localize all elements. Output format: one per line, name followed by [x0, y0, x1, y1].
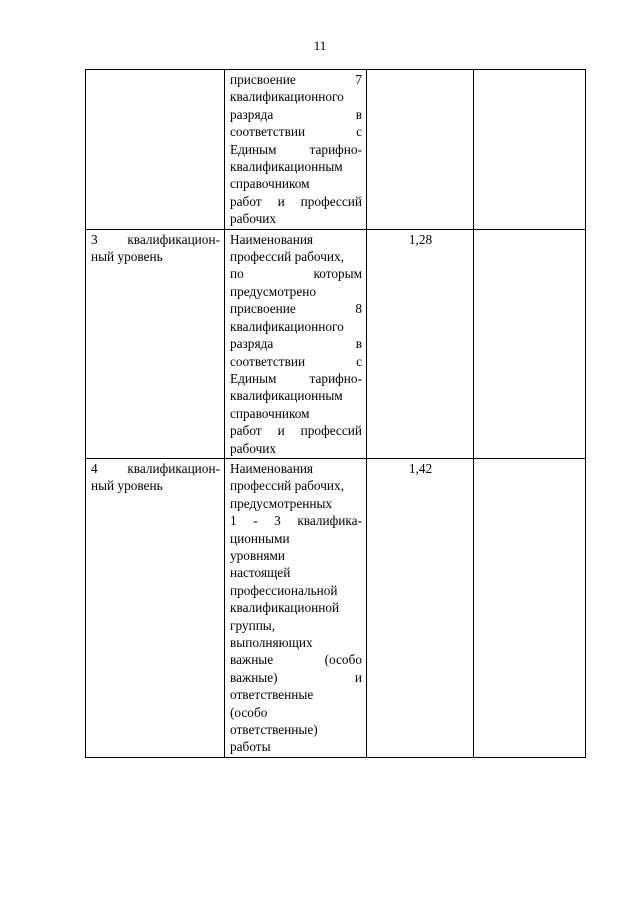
text-line [230, 141, 362, 158]
text-word: квалификацион- [127, 231, 220, 247]
text-line [230, 512, 362, 529]
text-word: работ [230, 193, 262, 209]
text-line: профессий рабочих, [230, 478, 345, 494]
text-line [230, 123, 362, 140]
text-line [230, 335, 362, 352]
text-word: по [230, 266, 244, 282]
text-line: предусмотрено [230, 283, 316, 299]
text-line [230, 71, 362, 88]
text-word: в [355, 106, 362, 122]
qualification-level-cell [86, 70, 225, 230]
text-line: работы [230, 739, 271, 755]
text-line: Наименования [230, 460, 314, 476]
text-word: присвоение [230, 301, 296, 317]
text-word: 1 [230, 513, 237, 529]
extra-cell [474, 229, 586, 458]
text-line [230, 193, 362, 210]
text-word: - [253, 513, 258, 529]
text-line: справочником [230, 405, 310, 421]
table-row [86, 70, 586, 230]
text-word: присвоение [230, 72, 296, 87]
profession-description-cell [225, 70, 367, 230]
text-line [91, 231, 220, 248]
text-line: справочником [230, 176, 310, 192]
coefficient-cell: 1,28 [367, 229, 474, 458]
text-line [230, 651, 362, 668]
table-row [86, 458, 586, 757]
text-word: разряда [230, 106, 274, 122]
table-body [86, 70, 586, 758]
text-word: с [356, 353, 362, 369]
profession-description-cell [225, 229, 367, 458]
text-line [91, 460, 220, 477]
text-line: квалификационным [230, 159, 343, 175]
qualification-level-cell [86, 458, 225, 757]
text-line: ответственные) [230, 722, 318, 738]
text-line: квалификационным [230, 388, 343, 404]
text-line [230, 265, 362, 282]
text-line: предусмотренных [230, 495, 333, 511]
text-word: 3 [91, 231, 98, 247]
text-line: рабочих [230, 211, 277, 227]
text-word: которым [313, 266, 362, 282]
text-line: рабочих [230, 440, 277, 456]
text-line [230, 353, 362, 370]
text-word: и [354, 669, 362, 685]
text-word: 7 [355, 72, 362, 87]
text-line: ный уровень [91, 478, 163, 494]
profession-description-cell [225, 458, 367, 757]
qualification-level-cell [86, 229, 225, 458]
text-line [230, 422, 362, 439]
text-line: Наименования [230, 231, 314, 247]
text-line: ответственные [230, 687, 314, 703]
text-word: важные [230, 652, 274, 668]
text-line [230, 370, 362, 387]
text-word: Единым [230, 370, 277, 386]
table-row [86, 229, 586, 458]
text-line: квалификационного [230, 318, 344, 334]
coefficient-cell [367, 70, 474, 230]
text-line: ционными [230, 530, 290, 546]
text-line: группы, [230, 617, 276, 633]
text-line: (особо [230, 704, 268, 720]
text-word: с [356, 124, 362, 140]
text-word: тарифно- [309, 370, 362, 386]
extra-cell [474, 458, 586, 757]
text-word: квалифика- [297, 513, 362, 529]
text-line: квалификационного [230, 89, 344, 105]
text-line: настоящей [230, 565, 291, 581]
text-word: (особо [324, 652, 362, 668]
text-line: профессиональной [230, 582, 338, 598]
text-word: соответствии [230, 353, 306, 369]
text-line: квалификационной [230, 600, 340, 616]
text-word: профессий [300, 193, 362, 209]
coefficient-cell: 1,42 [367, 458, 474, 757]
text-line: уровнями [230, 547, 285, 563]
extra-cell [474, 70, 586, 230]
page-number: 11 [313, 38, 327, 53]
text-word: 3 [274, 513, 281, 529]
text-line: ный уровень [91, 249, 163, 265]
text-line [230, 300, 362, 317]
text-word: тарифно- [309, 141, 362, 157]
text-word: в [355, 336, 362, 352]
text-word: и [277, 193, 285, 209]
text-word: важные) [230, 669, 278, 685]
text-line: выполняющих [230, 635, 313, 650]
text-line [230, 669, 362, 686]
text-word: квалификацион- [127, 460, 220, 476]
text-word: 4 [91, 460, 98, 476]
text-word: профессий [300, 423, 362, 439]
text-word: разряда [230, 336, 274, 352]
text-line [230, 106, 362, 123]
text-word: работ [230, 423, 262, 439]
text-line: профессий рабочих, [230, 249, 345, 265]
qualification-table [85, 69, 586, 758]
text-word: соответствии [230, 124, 306, 140]
text-word: 8 [355, 301, 362, 317]
text-word: Единым [230, 141, 277, 157]
text-word: и [277, 423, 285, 439]
